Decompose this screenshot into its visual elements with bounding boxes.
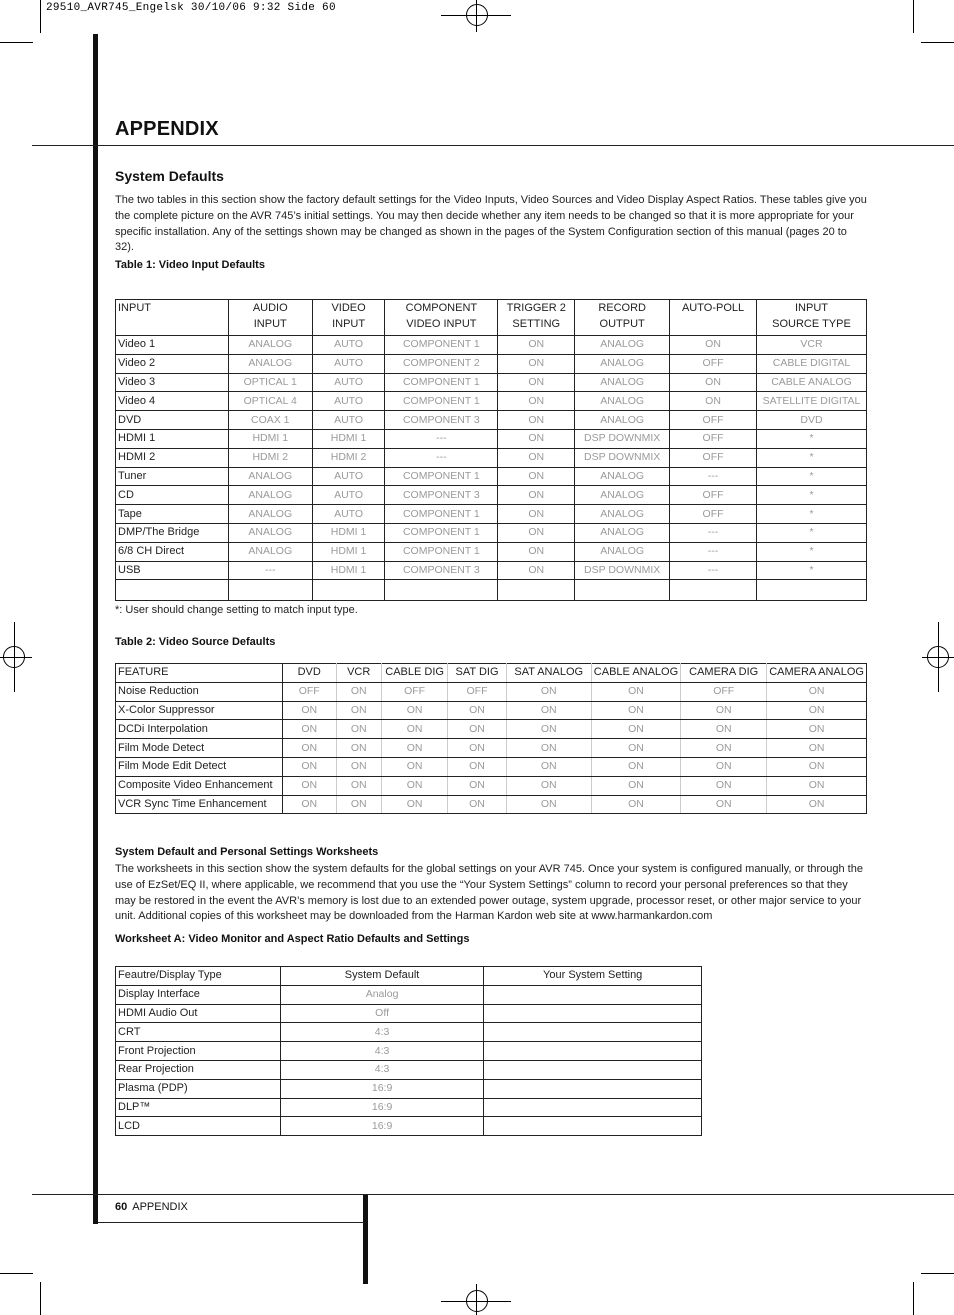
table-cell: * <box>756 561 866 580</box>
column-header: CAMERA ANALOG <box>767 664 867 683</box>
your-setting-cell[interactable] <box>484 1060 702 1079</box>
header-text: INPUT <box>253 317 287 330</box>
table-cell: ON <box>381 720 448 739</box>
empty-cell <box>575 580 670 601</box>
table-cell: ON <box>498 354 575 373</box>
table-cell: ON <box>506 795 591 814</box>
row-label: USB <box>116 561 229 580</box>
table-cell: ON <box>591 776 680 795</box>
table-cell: ON <box>670 336 757 355</box>
table-cell: ANALOG <box>575 392 670 411</box>
table-cell: ON <box>498 505 575 524</box>
column-header <box>670 300 757 336</box>
table-row <box>116 542 867 561</box>
table-cell: ON <box>670 392 757 411</box>
table-cell: AUTO <box>312 411 385 430</box>
table-cell: ON <box>282 701 336 720</box>
video-source-defaults-table <box>115 663 867 814</box>
header-text: AUTO-POLL <box>681 302 745 314</box>
table-cell: ANALOG <box>575 523 670 542</box>
row-label: Display Interface <box>116 985 281 1004</box>
column-header <box>228 300 312 336</box>
table-cell: ON <box>767 739 867 758</box>
table-cell: * <box>756 505 866 524</box>
column-header: VCR <box>336 664 381 683</box>
table-row <box>116 448 867 467</box>
table-cell: ON <box>381 701 448 720</box>
table1-caption: Table 1: Video Input Defaults <box>115 259 265 271</box>
table-cell: ON <box>448 739 506 758</box>
row-label: CD <box>116 486 229 505</box>
table-cell: ON <box>681 776 767 795</box>
table-cell: DSP DOWNMIX <box>575 448 670 467</box>
table-header-row <box>116 664 867 683</box>
row-label: HDMI 1 <box>116 429 229 448</box>
table-cell: ANALOG <box>575 542 670 561</box>
header-text: SETTING <box>512 317 561 330</box>
row-label: LCD <box>116 1117 281 1136</box>
table-cell: ON <box>506 682 591 701</box>
table-row <box>116 1079 702 1098</box>
title-rule <box>32 145 954 146</box>
table-cell: COMPONENT 1 <box>385 467 498 486</box>
table-cell: OFF <box>282 682 336 701</box>
worksheets-heading: System Default and Personal Settings Worksheets <box>115 846 379 858</box>
column-header <box>385 300 498 336</box>
table-cell: AUTO <box>312 486 385 505</box>
table-cell: OFF <box>670 411 757 430</box>
header-text: COMPONENT <box>405 302 478 314</box>
row-label: Tape <box>116 505 229 524</box>
table-cell: ON <box>336 739 381 758</box>
table-cell: 4:3 <box>280 1060 484 1079</box>
column-header: FEATURE <box>116 664 283 683</box>
table-cell: ON <box>498 467 575 486</box>
row-label: DLP™ <box>116 1098 281 1117</box>
table-cell: ON <box>498 411 575 430</box>
crop-mark <box>0 1273 33 1274</box>
table-cell: ON <box>767 701 867 720</box>
table-cell: 16:9 <box>280 1079 484 1098</box>
worksheetA-caption: Worksheet A: Video Monitor and Aspect Ratio Defaults and Settings <box>115 933 470 945</box>
table-cell: --- <box>670 467 757 486</box>
column-header: Feautre/Display Type <box>116 967 281 986</box>
worksheets-paragraph: The worksheets in this section show the system defaults for the global settings on your AVR 745. Once your system is configured manually, or through the use of EzSet/EQ II, where applicable, we recommend that you use the “Your System Settings” column to record your personal preferences so that they may be restored in the event the AVR’s memory is lost due to an extended power outage, system upgrade, processor reset, or other major service to your unit. Additional copies of this worksheet may be downloaded from the Harman Kardon web site at www.harmankardon.com <box>115 863 863 923</box>
table-cell: HDMI 1 <box>312 429 385 448</box>
crop-mark <box>913 0 914 33</box>
table-cell: ON <box>448 795 506 814</box>
table-cell: COMPONENT 1 <box>385 373 498 392</box>
table-cell: ON <box>681 757 767 776</box>
row-label: Rear Projection <box>116 1060 281 1079</box>
row-label: Plasma (PDP) <box>116 1079 281 1098</box>
table-cell: --- <box>670 523 757 542</box>
table-cell: ON <box>381 776 448 795</box>
table-cell: OFF <box>670 354 757 373</box>
table-cell: OFF <box>448 682 506 701</box>
intro-paragraph: The two tables in this section show the factory default settings for the Video Inputs, Video Sources and Video Display Aspect Ratios. These tables give you the complete picture on the AVR 745’s initial settings. You may then decide whether any item needs to be changed so that it is more appropriate for your specific installation. Any of the settings shown may be changed as shown in the pages of the System Configuration section of this manual (pages 20 to 32). <box>115 194 867 254</box>
column-header <box>116 300 229 336</box>
table-cell: ON <box>381 795 448 814</box>
table-row <box>116 701 867 720</box>
table-cell: ANALOG <box>575 373 670 392</box>
registration-mark <box>476 1284 477 1315</box>
table-cell: * <box>756 523 866 542</box>
table-cell: ON <box>336 720 381 739</box>
table-row <box>116 985 702 1004</box>
table-cell: ON <box>498 392 575 411</box>
table-row <box>116 1117 702 1136</box>
footer-rule <box>32 1194 954 1195</box>
row-label: Video 3 <box>116 373 229 392</box>
table-cell: ON <box>498 542 575 561</box>
header-text: INPUT <box>118 302 151 314</box>
table-row <box>116 1042 702 1061</box>
table-cell: AUTO <box>312 505 385 524</box>
table-cell: ON <box>498 523 575 542</box>
table-cell: ANALOG <box>228 505 312 524</box>
header-text: OUTPUT <box>599 317 645 330</box>
table-cell: ON <box>670 373 757 392</box>
table-cell: HDMI 1 <box>312 561 385 580</box>
table-cell: COMPONENT 3 <box>385 561 498 580</box>
table-cell: DSP DOWNMIX <box>575 429 670 448</box>
footer-underline <box>98 1222 364 1223</box>
table-cell: AUTO <box>312 467 385 486</box>
empty-cell <box>116 580 229 601</box>
table-cell: OPTICAL 1 <box>228 373 312 392</box>
table-row <box>116 505 867 524</box>
footer-label: APPENDIX <box>132 1201 188 1213</box>
empty-cell <box>312 580 385 601</box>
table-cell: COMPONENT 1 <box>385 523 498 542</box>
table-row <box>116 739 867 758</box>
table-cell: DVD <box>756 411 866 430</box>
table-row <box>116 1098 702 1117</box>
table-cell: * <box>756 429 866 448</box>
table-cell: OFF <box>670 486 757 505</box>
table-cell: ON <box>381 757 448 776</box>
table-cell: * <box>756 542 866 561</box>
empty-cell <box>228 580 312 601</box>
table-cell: ON <box>282 795 336 814</box>
table-cell: AUTO <box>312 373 385 392</box>
table-cell: ON <box>336 795 381 814</box>
table-cell: ON <box>498 336 575 355</box>
header-text: VIDEO INPUT <box>406 317 477 330</box>
row-label: DMP/The Bridge <box>116 523 229 542</box>
table-cell: ON <box>336 682 381 701</box>
table-cell: ON <box>448 776 506 795</box>
header-text: SOURCE TYPE <box>772 317 851 330</box>
row-label: DVD <box>116 411 229 430</box>
table-cell: COMPONENT 3 <box>385 486 498 505</box>
table-cell: ON <box>448 757 506 776</box>
table-cell: ON <box>336 757 381 776</box>
table-row <box>116 720 867 739</box>
row-label: Video 1 <box>116 336 229 355</box>
table-row <box>116 523 867 542</box>
table-row <box>116 411 867 430</box>
table-cell: 16:9 <box>280 1117 484 1136</box>
table1-footnote: *: User should change setting to match input type. <box>115 604 358 616</box>
table-row <box>116 429 867 448</box>
row-label: CRT <box>116 1023 281 1042</box>
page-footer <box>115 1201 188 1213</box>
table-cell: ON <box>448 720 506 739</box>
row-label: Film Mode Detect <box>116 739 283 758</box>
table-cell: OFF <box>670 448 757 467</box>
table-row <box>116 1060 702 1079</box>
registration-mark <box>0 657 32 658</box>
header-text: INPUT <box>332 317 366 330</box>
row-label: HDMI Audio Out <box>116 1004 281 1023</box>
column-header <box>756 300 866 336</box>
table-cell: 4:3 <box>280 1042 484 1061</box>
header-text: INPUT <box>794 302 828 314</box>
crop-mark <box>921 1273 954 1274</box>
row-label: Video 2 <box>116 354 229 373</box>
row-label: 6/8 CH Direct <box>116 542 229 561</box>
empty-cell <box>498 580 575 601</box>
table-cell: ON <box>767 682 867 701</box>
table-cell: ON <box>681 739 767 758</box>
table-cell: --- <box>670 561 757 580</box>
column-header: CABLE ANALOG <box>591 664 680 683</box>
table-row <box>116 467 867 486</box>
row-label: Composite Video Enhancement <box>116 776 283 795</box>
table-header-row <box>116 300 867 336</box>
table-cell: OFF <box>381 682 448 701</box>
page-side-bar <box>93 34 98 1224</box>
table-cell: ANALOG <box>575 336 670 355</box>
table-cell: --- <box>228 561 312 580</box>
crop-mark <box>0 42 33 43</box>
table-cell: ANALOG <box>228 523 312 542</box>
worksheet-a-table <box>115 966 702 1136</box>
registration-mark <box>938 622 939 692</box>
table-cell: ON <box>282 757 336 776</box>
table-cell: DSP DOWNMIX <box>575 561 670 580</box>
section-title: APPENDIX <box>115 118 219 140</box>
table-cell: ANALOG <box>228 354 312 373</box>
table-cell: ON <box>282 739 336 758</box>
table-cell: Off <box>280 1004 484 1023</box>
crop-mark <box>921 42 954 43</box>
table-cell: ON <box>498 373 575 392</box>
table-cell: OFF <box>670 429 757 448</box>
column-header: CABLE DIG <box>381 664 448 683</box>
table-cell: ON <box>282 720 336 739</box>
header-text: AUDIO <box>252 302 288 314</box>
blank-row <box>116 580 867 601</box>
empty-cell <box>756 580 866 601</box>
table-row <box>116 757 867 776</box>
row-label: HDMI 2 <box>116 448 229 467</box>
column-header: DVD <box>282 664 336 683</box>
table-cell: ANALOG <box>228 542 312 561</box>
your-setting-cell[interactable] <box>484 1098 702 1117</box>
column-header <box>575 300 670 336</box>
column-header: Your System Setting <box>484 967 702 986</box>
row-label: X-Color Suppressor <box>116 701 283 720</box>
table-cell: HDMI 2 <box>312 448 385 467</box>
print-slug: 29510_AVR745_Engelsk 30/10/06 9:32 Side 60 <box>46 2 336 14</box>
table-cell: COMPONENT 3 <box>385 411 498 430</box>
registration-mark <box>14 622 15 692</box>
table-row <box>116 1023 702 1042</box>
table-row <box>116 776 867 795</box>
table-cell: ON <box>591 682 680 701</box>
table-cell: AUTO <box>312 336 385 355</box>
table-cell: OFF <box>681 682 767 701</box>
row-label: Tuner <box>116 467 229 486</box>
crop-mark <box>913 1282 914 1315</box>
your-setting-cell[interactable] <box>484 985 702 1004</box>
table-cell: ON <box>506 776 591 795</box>
row-label: Front Projection <box>116 1042 281 1061</box>
row-label: Noise Reduction <box>116 682 283 701</box>
table-cell: ON <box>591 701 680 720</box>
table-cell: COMPONENT 1 <box>385 336 498 355</box>
table-cell: ON <box>591 720 680 739</box>
video-input-defaults-table <box>115 299 867 601</box>
table-cell: ANALOG <box>575 486 670 505</box>
table-cell: HDMI 1 <box>312 542 385 561</box>
table-cell: ON <box>498 448 575 467</box>
table-cell: Analog <box>280 985 484 1004</box>
table-cell: ANALOG <box>228 486 312 505</box>
table-row <box>116 795 867 814</box>
table-cell: HDMI 1 <box>312 523 385 542</box>
row-label: VCR Sync Time Enhancement <box>116 795 283 814</box>
table-cell: ON <box>767 776 867 795</box>
table-row <box>116 1004 702 1023</box>
table-cell: COAX 1 <box>228 411 312 430</box>
table-cell: SATELLITE DIGITAL <box>756 392 866 411</box>
table-row <box>116 682 867 701</box>
table-cell: 4:3 <box>280 1023 484 1042</box>
table-cell: CABLE DIGITAL <box>756 354 866 373</box>
crop-mark <box>40 0 41 33</box>
table-cell: ON <box>506 739 591 758</box>
table-cell: ON <box>681 795 767 814</box>
row-label: Film Mode Edit Detect <box>116 757 283 776</box>
table-cell: ON <box>591 795 680 814</box>
your-setting-cell[interactable] <box>484 1117 702 1136</box>
page-heading: System Defaults <box>115 168 224 184</box>
table-cell: ON <box>681 701 767 720</box>
table-cell: ON <box>498 429 575 448</box>
empty-cell <box>670 580 757 601</box>
table-cell: OFF <box>670 505 757 524</box>
table-cell: ON <box>591 739 680 758</box>
table-row <box>116 373 867 392</box>
table-cell: --- <box>385 448 498 467</box>
table-cell: ANALOG <box>228 467 312 486</box>
table-cell: OPTICAL 4 <box>228 392 312 411</box>
table-row <box>116 561 867 580</box>
column-header: System Default <box>280 967 484 986</box>
table-cell: COMPONENT 1 <box>385 392 498 411</box>
table-cell: ON <box>767 757 867 776</box>
your-setting-cell[interactable] <box>484 1042 702 1061</box>
table-cell: 16:9 <box>280 1098 484 1117</box>
table-cell: COMPONENT 1 <box>385 542 498 561</box>
table-cell: ON <box>498 561 575 580</box>
footer-side-bar <box>363 1194 368 1284</box>
table-cell: CABLE ANALOG <box>756 373 866 392</box>
table-header-row <box>116 967 702 986</box>
header-text: RECORD <box>598 302 646 314</box>
your-setting-cell[interactable] <box>484 1023 702 1042</box>
table-cell: HDMI 2 <box>228 448 312 467</box>
column-header <box>312 300 385 336</box>
table-cell: --- <box>385 429 498 448</box>
table-cell: ON <box>336 776 381 795</box>
empty-cell <box>385 580 498 601</box>
table-cell: ANALOG <box>575 505 670 524</box>
your-setting-cell[interactable] <box>484 1079 702 1098</box>
table-cell: ANALOG <box>575 354 670 373</box>
table-cell: * <box>756 448 866 467</box>
table-cell: ON <box>448 701 506 720</box>
table2-caption: Table 2: Video Source Defaults <box>115 636 276 648</box>
table-cell: ON <box>498 486 575 505</box>
table-row <box>116 336 867 355</box>
table-cell: ON <box>336 701 381 720</box>
table-cell: ON <box>767 795 867 814</box>
row-label: Video 4 <box>116 392 229 411</box>
table-cell: ON <box>591 757 680 776</box>
your-setting-cell[interactable] <box>484 1004 702 1023</box>
header-text: VIDEO <box>331 302 366 314</box>
registration-mark <box>476 0 477 32</box>
table-row <box>116 354 867 373</box>
row-label: DCDi Interpolation <box>116 720 283 739</box>
table-cell: ON <box>381 739 448 758</box>
table-cell: COMPONENT 2 <box>385 354 498 373</box>
table-cell: * <box>756 467 866 486</box>
table-cell: --- <box>670 542 757 561</box>
column-header: CAMERA DIG <box>681 664 767 683</box>
header-text: TRIGGER 2 <box>506 302 566 314</box>
table-cell: ANALOG <box>575 411 670 430</box>
table-cell: ANALOG <box>228 336 312 355</box>
table-cell: ON <box>506 757 591 776</box>
table-cell: HDMI 1 <box>228 429 312 448</box>
table-row <box>116 392 867 411</box>
table-cell: ON <box>506 701 591 720</box>
table-cell: COMPONENT 1 <box>385 505 498 524</box>
column-header: SAT DIG <box>448 664 506 683</box>
crop-mark <box>40 1282 41 1315</box>
table-cell: ON <box>282 776 336 795</box>
table-cell: ON <box>506 720 591 739</box>
table-cell: ANALOG <box>575 467 670 486</box>
column-header <box>498 300 575 336</box>
table-row <box>116 486 867 505</box>
table-cell: AUTO <box>312 354 385 373</box>
page-number: 60 <box>115 1201 128 1213</box>
table-cell: VCR <box>756 336 866 355</box>
table-cell: ON <box>767 720 867 739</box>
table-cell: AUTO <box>312 392 385 411</box>
table-cell: ON <box>681 720 767 739</box>
table-cell: * <box>756 486 866 505</box>
column-header: SAT ANALOG <box>506 664 591 683</box>
